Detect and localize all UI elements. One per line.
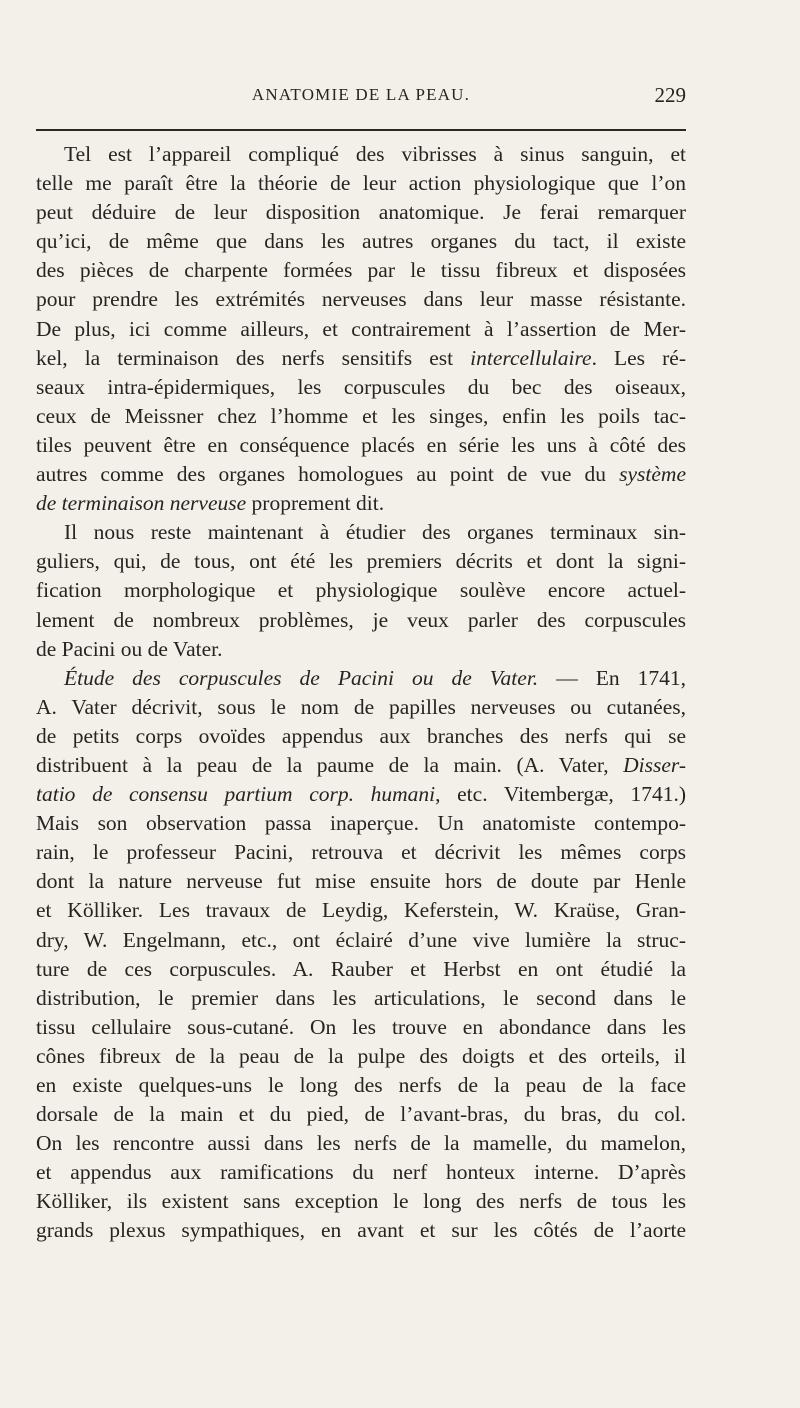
text-segment: rain, le professeur Pacini, retrouva et décrivit les mêmes corps: [36, 840, 686, 865]
text-line: [36, 780, 686, 809]
text-line: [36, 518, 686, 547]
text-segment: . Les ré-: [591, 345, 686, 370]
italic-segment: de terminaison nerveuse: [36, 491, 247, 516]
italic-segment: intercellulaire: [470, 345, 592, 370]
text-segment: pour prendre les extrémités nerveuses dans leur masse résistante.: [36, 287, 686, 312]
text-segment: fication morphologique et physiologique soulève encore actuel-: [36, 578, 686, 603]
text-segment: de Pacini ou de Vater.: [36, 636, 223, 661]
italic-segment: Étude des corpuscules de Pacini ou de Vater.: [64, 665, 539, 690]
text-segment: guliers, qui, de tous, ont été les premiers décrits et dont la signi-: [36, 549, 686, 574]
text-segment: distribuent à la peau de la paume de la main. (A. Vater,: [36, 752, 624, 777]
text-segment: et Kölliker. Les travaux de Leydig, Keferstein, W. Kraüse, Gran-: [36, 898, 686, 923]
text-segment: , etc. Vitembergæ, 1741.): [435, 782, 686, 807]
text-line: [36, 693, 686, 722]
text-segment: de petits corps ovoïdes appendus aux branches des nerfs qui se: [36, 723, 686, 748]
text-segment: dont la nature nerveuse fut mise ensuite hors de doute par Henle: [36, 869, 686, 894]
text-segment: telle me paraît être la théorie de leur action physiologique que l’on: [36, 171, 686, 196]
text-segment: proprement dit.: [246, 491, 385, 516]
text-line: [36, 926, 686, 955]
text-segment: cônes fibreux de la peau de la pulpe des doigts et des orteils, il: [36, 1043, 686, 1068]
text-line: [36, 984, 686, 1013]
text-line: [36, 256, 686, 285]
text-line: [36, 547, 686, 576]
text-line: [36, 1071, 686, 1100]
text-line: [36, 1100, 686, 1129]
italic-segment: tatio de consensu partium corp. humani: [36, 782, 436, 807]
text-line: [36, 809, 686, 838]
body-text: [36, 140, 686, 1246]
text-line: [36, 1216, 686, 1245]
text-segment: ceux de Meissner chez l’homme et les singes, enfin les poils tac-: [36, 403, 686, 428]
text-line: [36, 402, 686, 431]
text-line: [36, 227, 686, 256]
text-segment: ture de ces corpuscules. A. Rauber et Herbst en ont étudié la: [36, 956, 686, 981]
text-segment: tiles peuvent être en conséquence placés en série les uns à côté des: [36, 432, 686, 457]
text-segment: distribution, le premier dans les articulations, le second dans le: [36, 985, 686, 1010]
text-segment: peut déduire de leur disposition anatomique. Je ferai remarquer: [36, 200, 686, 225]
text-line: [36, 722, 686, 751]
text-segment: De plus, ici comme ailleurs, et contrairement à l’assertion de Mer-: [36, 316, 686, 341]
text-line: [36, 1187, 686, 1216]
text-line: [36, 1129, 686, 1158]
text-segment: autres comme des organes homologues au point de vue du: [36, 462, 620, 487]
italic-segment: Disser-: [623, 752, 686, 777]
text-segment: Tel est l’appareil compliqué des vibrisses à sinus sanguin, et: [64, 142, 686, 166]
text-segment: Mais son observation passa inaperçue. Un anatomiste contempo-: [36, 811, 686, 836]
text-line: [36, 606, 686, 635]
text-line: [36, 635, 686, 664]
page-number: 229: [654, 83, 686, 107]
text-segment: A. Vater décrivit, sous le nom de papilles nerveuses ou cutanées,: [36, 694, 686, 719]
text-line: [36, 198, 686, 227]
text-line: [36, 1158, 686, 1187]
text-segment: dorsale de la main et du pied, de l’avant-bras, du bras, du col.: [36, 1102, 686, 1127]
header-rule: [36, 129, 686, 131]
text-line: [36, 751, 686, 780]
text-segment: Il nous reste maintenant à étudier des organes terminaux sin-: [64, 520, 686, 545]
text-line: [36, 489, 686, 518]
text-line: [36, 140, 686, 169]
text-line: [36, 1013, 686, 1042]
text-segment: qu’ici, de même que dans les autres organes du tact, il existe: [36, 229, 686, 254]
text-segment: Kölliker, ils existent sans exception le long des nerfs de tous les: [36, 1189, 686, 1214]
text-line: [36, 460, 686, 489]
text-line: [36, 867, 686, 896]
text-segment: — En 1741,: [538, 665, 686, 690]
text-segment: grands plexus sympathiques, en avant et sur les côtés de l’aorte: [36, 1218, 686, 1243]
text-segment: kel, la terminaison des nerfs sensitifs est: [36, 345, 471, 370]
running-header: [36, 85, 686, 115]
text-line: [36, 285, 686, 314]
text-line: [36, 169, 686, 198]
text-segment: dry, W. Engelmann, etc., ont éclairé d’une vive lumière la struc-: [36, 927, 686, 952]
text-line: [36, 1042, 686, 1071]
italic-segment: système: [619, 462, 686, 487]
text-line: [36, 955, 686, 984]
text-line: [36, 576, 686, 605]
text-segment: lement de nombreux problèmes, je veux parler des corpuscules: [36, 607, 686, 632]
text-line: [36, 344, 686, 373]
text-segment: tissu cellulaire sous-cutané. On les trouve en abondance dans les: [36, 1014, 686, 1039]
text-segment: et appendus aux ramifications du nerf honteux interne. D’après: [36, 1160, 686, 1185]
text-line: [36, 373, 686, 402]
text-line: [36, 315, 686, 344]
text-segment: seaux intra-épidermiques, les corpuscules du bec des oiseaux,: [36, 374, 686, 399]
text-line: [36, 431, 686, 460]
running-title: ANATOMIE DE LA PEAU.: [251, 85, 471, 104]
text-line: [36, 838, 686, 867]
text-line: [36, 664, 686, 693]
text-segment: des pièces de charpente formées par le tissu fibreux et disposées: [36, 258, 686, 283]
text-line: [36, 896, 686, 925]
text-segment: en existe quelques-uns le long des nerfs de la peau de la face: [36, 1073, 686, 1097]
text-segment: On les rencontre aussi dans les nerfs de la mamelle, du mamelon,: [36, 1131, 686, 1156]
